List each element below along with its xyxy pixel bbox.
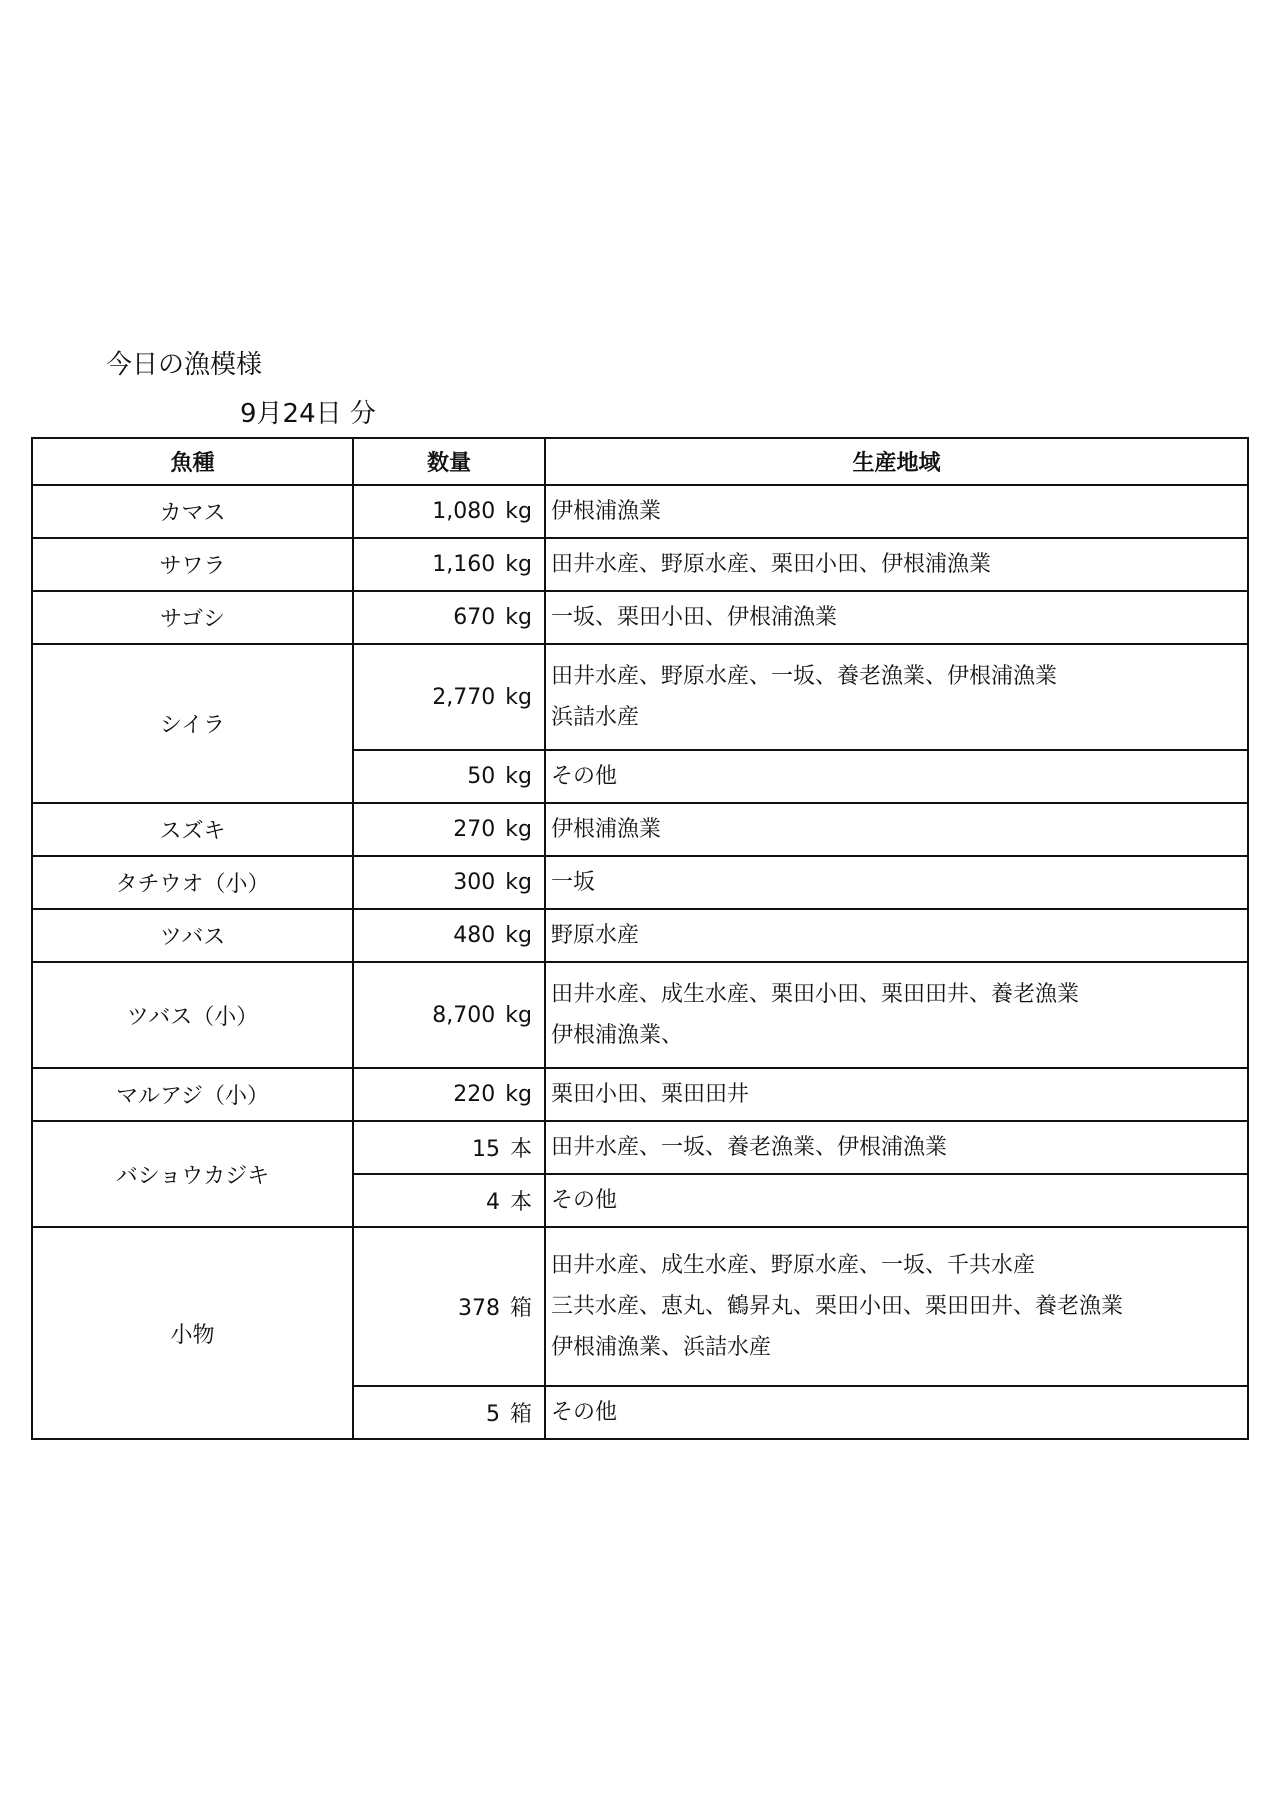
region-line: 田井水産、成生水産、野原水産、一坂、千共水産 xyxy=(551,1253,1036,1278)
region-line: 野原水産 xyxy=(551,923,640,948)
region-cell xyxy=(545,485,1248,538)
region-line: 一坂、栗田小田、伊根浦漁業 xyxy=(551,605,838,630)
quantity-cell xyxy=(353,962,545,1068)
region-cell xyxy=(545,1386,1248,1439)
region-line: 伊根浦漁業、 xyxy=(551,1023,684,1048)
quantity-cell xyxy=(353,1068,545,1121)
region-line: その他 xyxy=(551,764,618,789)
table-row xyxy=(32,538,1248,591)
quantity-unit: kg xyxy=(505,684,532,710)
region-cell xyxy=(545,538,1248,591)
table-row xyxy=(32,485,1248,538)
quantity-unit: kg xyxy=(505,817,532,842)
quantity-value: 670 xyxy=(453,605,496,630)
quantity-value: 220 xyxy=(453,1082,496,1107)
region-line: その他 xyxy=(551,1188,618,1213)
region-line: 田井水産、野原水産、栗田小田、伊根浦漁業 xyxy=(551,552,992,577)
region-cell xyxy=(545,1174,1248,1227)
table-row xyxy=(32,909,1248,962)
quantity-value: 480 xyxy=(453,923,496,948)
region-cell xyxy=(545,591,1248,644)
species-cell: タチウオ（小） xyxy=(32,856,353,909)
quantity-value: 4 xyxy=(485,1190,500,1215)
quantity-value: 1,080 xyxy=(432,499,496,524)
quantity-cell xyxy=(353,1174,545,1227)
table-row xyxy=(32,1227,1248,1386)
table-row xyxy=(32,803,1248,856)
quantity-value: 15 xyxy=(471,1137,500,1162)
quantity-value: 2,770 xyxy=(432,684,496,710)
quantity-cell xyxy=(353,1227,545,1386)
region-cell xyxy=(545,803,1248,856)
region-line: 伊根浦漁業 xyxy=(551,499,662,524)
table-row xyxy=(32,591,1248,644)
quantity-unit: kg xyxy=(505,605,532,630)
quantity-unit: 箱 xyxy=(509,1402,532,1427)
quantity-unit: kg xyxy=(505,552,532,577)
species-cell: ツバス（小） xyxy=(32,962,353,1068)
quantity-cell xyxy=(353,750,545,803)
quantity-cell xyxy=(353,1386,545,1439)
quantity-unit: 本 xyxy=(509,1137,532,1162)
quantity-value: 50 xyxy=(467,764,496,789)
region-line: 一坂 xyxy=(551,870,596,895)
species-cell: カマス xyxy=(32,485,353,538)
region-line: 栗田小田、栗田田井 xyxy=(551,1082,750,1107)
region-line: 伊根浦漁業、浜詰水産 xyxy=(551,1335,772,1360)
quantity-value: 270 xyxy=(453,817,496,842)
quantity-unit: kg xyxy=(505,764,532,789)
catch-table xyxy=(31,437,1249,1440)
species-cell: シイラ xyxy=(32,644,353,803)
quantity-cell xyxy=(353,909,545,962)
quantity-value: 1,160 xyxy=(432,552,496,577)
region-cell xyxy=(545,644,1248,750)
quantity-unit: kg xyxy=(505,1082,532,1107)
region-line: 伊根浦漁業 xyxy=(551,817,662,842)
quantity-unit: kg xyxy=(505,923,532,948)
species-header: 魚種 xyxy=(32,438,353,485)
species-cell: サワラ xyxy=(32,538,353,591)
quantity-cell xyxy=(353,538,545,591)
region-cell xyxy=(545,1121,1248,1174)
region-line: 田井水産、野原水産、一坂、養老漁業、伊根浦漁業 xyxy=(551,664,1058,689)
quantity-cell xyxy=(353,1121,545,1174)
species-cell: バショウカジキ xyxy=(32,1121,353,1227)
table-row xyxy=(32,644,1248,750)
region-line: 三共水産、恵丸、鶴昇丸、栗田小田、栗田田井、養老漁業 xyxy=(551,1294,1124,1319)
quantity-cell xyxy=(353,856,545,909)
region-line: 田井水産、成生水産、栗田小田、栗田田井、養老漁業 xyxy=(551,982,1080,1007)
table-row xyxy=(32,1121,1248,1174)
species-cell: 小物 xyxy=(32,1227,353,1439)
table-row xyxy=(32,962,1248,1068)
date-label: 9月24日 分 xyxy=(240,399,376,429)
species-cell: スズキ xyxy=(32,803,353,856)
quantity-value: 378 xyxy=(457,1296,500,1321)
quantity-unit: kg xyxy=(505,1002,532,1028)
region-header: 生産地域 xyxy=(545,438,1248,485)
quantity-value: 300 xyxy=(453,870,496,895)
region-cell xyxy=(545,750,1248,803)
species-cell: サゴシ xyxy=(32,591,353,644)
quantity-cell xyxy=(353,485,545,538)
region-cell xyxy=(545,1227,1248,1386)
region-cell xyxy=(545,909,1248,962)
table-row xyxy=(32,856,1248,909)
quantity-value: 5 xyxy=(485,1402,500,1427)
region-cell xyxy=(545,856,1248,909)
region-cell xyxy=(545,1068,1248,1121)
quantity-header: 数量 xyxy=(353,438,545,485)
quantity-unit: kg xyxy=(505,870,532,895)
table-header-row xyxy=(32,438,1248,485)
species-cell: ツバス xyxy=(32,909,353,962)
quantity-cell xyxy=(353,644,545,750)
quantity-unit: 箱 xyxy=(509,1296,532,1321)
region-line: 田井水産、一坂、養老漁業、伊根浦漁業 xyxy=(551,1135,948,1160)
quantity-cell xyxy=(353,803,545,856)
table-row xyxy=(32,1068,1248,1121)
quantity-value: 8,700 xyxy=(432,1002,496,1028)
species-cell: マルアジ（小） xyxy=(32,1068,353,1121)
quantity-cell xyxy=(353,591,545,644)
region-cell xyxy=(545,962,1248,1068)
region-line: その他 xyxy=(551,1400,618,1425)
quantity-unit: 本 xyxy=(509,1190,532,1215)
region-line: 浜詰水産 xyxy=(551,705,640,730)
page-title: 今日の漁模様 xyxy=(106,350,263,380)
quantity-unit: kg xyxy=(505,499,532,524)
